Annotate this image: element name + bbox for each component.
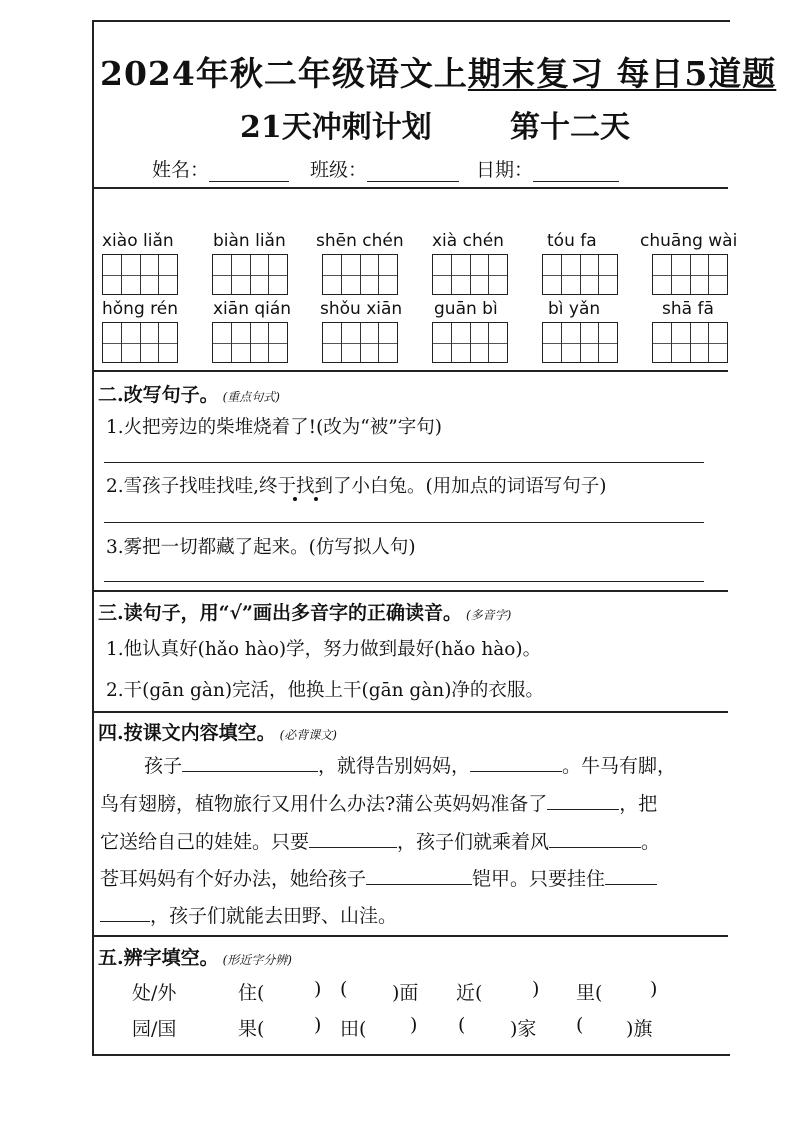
fill-item[interactable]: 近( bbox=[456, 982, 483, 1004]
answer-line[interactable] bbox=[104, 522, 704, 523]
writing-grid[interactable] bbox=[432, 254, 508, 295]
worksheet-title: 2024年秋二年级语文上期末复习 每日5道题 bbox=[100, 54, 777, 93]
fill-item[interactable]: ) bbox=[314, 1014, 322, 1036]
fill-item[interactable]: 果( bbox=[238, 1018, 265, 1040]
recite-line: ，孩子们就能去田野、山洼。 bbox=[100, 901, 722, 928]
fill-item[interactable]: ) bbox=[410, 1014, 418, 1036]
divider bbox=[92, 935, 728, 937]
fill-item[interactable]: )面 bbox=[392, 982, 419, 1004]
section5-title: 五.辨字填空。 (形近字分辨) bbox=[98, 947, 292, 969]
fill-item[interactable]: ( bbox=[576, 1014, 584, 1036]
writing-grid[interactable] bbox=[652, 254, 728, 295]
plan-title: 21天冲刺计划 bbox=[240, 110, 432, 145]
fill-item[interactable]: 田( bbox=[340, 1018, 367, 1040]
fill-item[interactable]: ( bbox=[458, 1014, 466, 1036]
fill-item[interactable]: 里( bbox=[576, 982, 603, 1004]
pinyin-label: shǒu xiān bbox=[320, 299, 403, 319]
fill-item[interactable]: ) bbox=[314, 978, 322, 1000]
writing-grid[interactable] bbox=[212, 254, 288, 295]
emphasis-dot bbox=[293, 497, 297, 501]
writing-grid[interactable] bbox=[652, 322, 728, 363]
pinyin-label: xià chén bbox=[432, 231, 504, 251]
fill-blank[interactable] bbox=[309, 829, 397, 848]
recite-line: 苍耳妈妈有个好办法，她给孩子 铠甲。只要挂住 bbox=[100, 864, 722, 891]
pinyin-label: hǒng rén bbox=[102, 299, 178, 319]
writing-grid[interactable] bbox=[102, 322, 178, 363]
pinyin-label: biàn liǎn bbox=[213, 231, 286, 251]
writing-grid[interactable] bbox=[542, 322, 618, 363]
day-label: 第十二天 bbox=[510, 110, 630, 145]
pinyin-label: tóu fa bbox=[547, 231, 597, 251]
fill-blank[interactable] bbox=[605, 866, 657, 885]
pinyin-label: chuāng wài bbox=[640, 231, 738, 251]
section4-title: 四.按课文内容填空。 (必背课文) bbox=[98, 722, 337, 744]
divider bbox=[92, 590, 728, 592]
pinyin-label: bì yǎn bbox=[548, 299, 601, 319]
class-field: 班级： bbox=[310, 155, 459, 182]
pinyin-label: xiào liǎn bbox=[102, 231, 174, 251]
pinyin-label: shā fā bbox=[662, 299, 714, 319]
fill-item[interactable]: 住( bbox=[238, 982, 265, 1004]
answer-line[interactable] bbox=[104, 462, 704, 463]
section2-title: 二.改写句子。 (重点句式) bbox=[98, 384, 280, 406]
date-blank[interactable] bbox=[533, 163, 619, 182]
fill-blank[interactable] bbox=[470, 753, 562, 772]
pinyin-label: xiān qián bbox=[213, 299, 292, 319]
fill-item[interactable]: )旗 bbox=[626, 1018, 653, 1040]
writing-grid[interactable] bbox=[542, 254, 618, 295]
class-blank[interactable] bbox=[367, 163, 459, 182]
question-text: 1.火把旁边的柴堆烧着了!(改为“被”字句) bbox=[106, 417, 442, 438]
fill-blank[interactable] bbox=[547, 791, 619, 810]
recite-line: 孩子 ，就得告别妈妈， 。牛马有脚， bbox=[144, 755, 677, 777]
fill-blank[interactable] bbox=[100, 903, 150, 922]
date-field: 日期： bbox=[476, 155, 619, 182]
fill-item[interactable]: ) bbox=[650, 978, 658, 1000]
recite-line: 它送给自己的娃娃。只要 ，孩子们就乘着风 。 bbox=[100, 831, 661, 853]
question-text: 2.干(gān gàn)完活，他换上干(gān gàn)净的衣服。 bbox=[106, 680, 544, 701]
writing-grid[interactable] bbox=[102, 254, 178, 295]
emphasis-dot bbox=[314, 497, 318, 501]
fill-blank[interactable] bbox=[366, 866, 472, 885]
fill-blank[interactable] bbox=[182, 753, 318, 772]
fill-item[interactable]: )家 bbox=[510, 1018, 537, 1040]
question-text: 2.雪孩子找哇找哇,终于找到了小白兔。(用加点的词语写句子) bbox=[106, 476, 607, 497]
char-pair-label: 处/外 bbox=[132, 982, 177, 1004]
section3-title: 三.读句子，用“√”画出多音字的正确读音。 (多音字) bbox=[98, 602, 512, 624]
divider bbox=[92, 187, 728, 189]
question-text: 1.他认真好(hǎo hào)学，努力做到最好(hǎo hào)。 bbox=[106, 639, 542, 660]
pinyin-label: shēn chén bbox=[316, 231, 404, 251]
name-blank[interactable] bbox=[209, 163, 289, 182]
writing-grid[interactable] bbox=[212, 322, 288, 363]
name-field: 姓名： bbox=[152, 155, 289, 182]
answer-line[interactable] bbox=[104, 581, 704, 582]
divider bbox=[92, 370, 728, 372]
question-text: 3.雾把一切都藏了起来。(仿写拟人句) bbox=[106, 537, 416, 558]
divider bbox=[92, 711, 728, 713]
recite-line: 鸟有翅膀，植物旅行又用什么办法?蒲公英妈妈准备了 ，把 bbox=[100, 793, 658, 815]
writing-grid[interactable] bbox=[322, 322, 398, 363]
char-pair-label: 园/国 bbox=[132, 1018, 177, 1040]
pinyin-label: guān bì bbox=[434, 299, 498, 319]
fill-item[interactable]: ( bbox=[340, 978, 348, 1000]
writing-grid[interactable] bbox=[432, 322, 508, 363]
writing-grid[interactable] bbox=[322, 254, 398, 295]
fill-blank[interactable] bbox=[549, 829, 641, 848]
fill-item[interactable]: ) bbox=[532, 978, 540, 1000]
